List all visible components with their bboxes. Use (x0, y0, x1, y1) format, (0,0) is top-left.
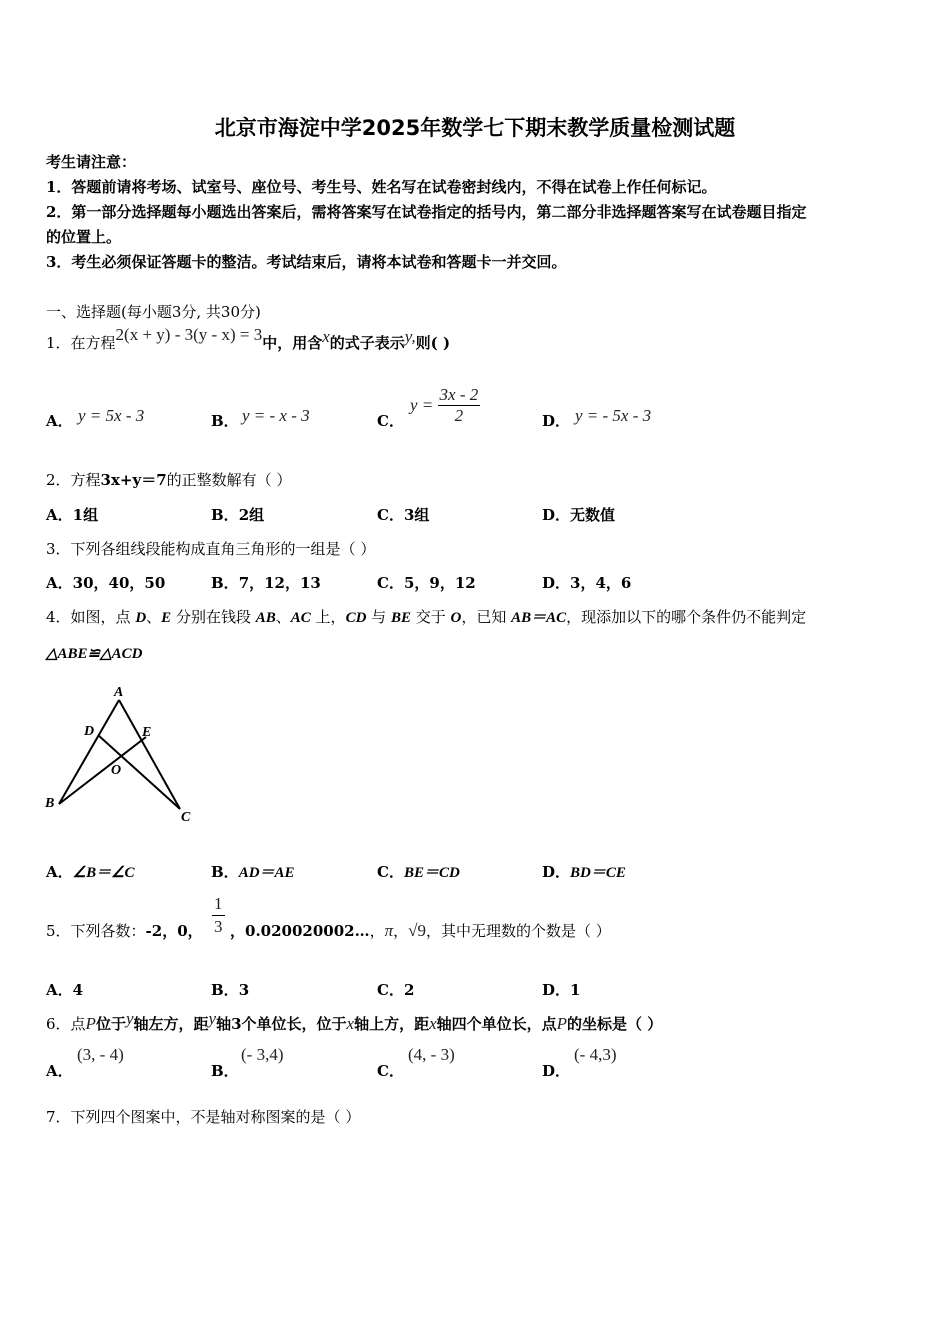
q1-option-b-math: y = - x - 3 (242, 406, 310, 425)
q1-option-c-math: y = $\frac{3x - 2}{2}$ (410, 385, 479, 425)
question-3: 3．下列各组线段能构成直角三角形的一组是（ ） (46, 540, 376, 558)
label-b: B (45, 796, 55, 811)
q5-rest: ，0.020020002…，π，√9，其中无理数的个数是（ ） (230, 921, 611, 940)
segment-ab (59, 700, 122, 804)
label-a: A (114, 685, 124, 700)
question-2: 2．方程3x+y＝7的正整数解有（ ） (46, 471, 292, 489)
q1-mid: 中，用含 (262, 334, 323, 352)
q4-option-c: C．BE＝CD (377, 863, 460, 881)
q6-option-a: A． (46, 1062, 73, 1080)
q6-option-c-math: (4, - 3) (408, 1045, 455, 1064)
q1-option-a-math: y = 5x - 3 (78, 406, 145, 425)
q1-option-a: A． (46, 412, 73, 430)
question-5: 5．下列各数：-2，0， (46, 922, 203, 940)
q2-option-b: B．2组 (211, 506, 265, 524)
label-d: D (84, 724, 95, 739)
q5-fraction: $\frac{1}{3}$ (214, 894, 223, 936)
section-heading: 一、选择题(每小题3分, 共30分) (46, 303, 261, 321)
q3-option-c: C．5，9，12 (377, 574, 476, 592)
q1-option-c: C． (377, 412, 404, 430)
q3-option-a: A．30，40，50 (46, 574, 166, 592)
notice-item: 1．答题前请将考场、试室号、座位号、考生号、姓名写在试卷密封线内，不得在试卷上作任何标记。 (46, 178, 717, 196)
q4-option-d: D．BD＝CE (542, 863, 626, 881)
q1-option-d: D． (542, 412, 571, 430)
question-1 (46, 325, 451, 354)
notice-item: 2．第一部分选择题每小题选出答案后，需将答案写在试卷指定的括号内，第二部分非选择题答案写在试卷题目指定 (46, 203, 807, 221)
q4-option-a: A．∠B＝∠C (46, 863, 135, 881)
q2-option-a: A．1组 (46, 506, 99, 524)
label-o: O (111, 763, 122, 778)
q4-congruence: △ABE≌△ACD (46, 646, 143, 662)
segment-be (59, 737, 146, 804)
q4-option-b: B．AD＝AE (211, 863, 295, 881)
page-title: 北京市海淀中学2025年数学七下期末教学质量检测试题 (214, 116, 736, 140)
q5-option-c: C．2 (377, 981, 415, 999)
label-c: C (181, 810, 191, 825)
q1-option-b: B． (211, 412, 239, 430)
question-6: 6．点P位于y轴左方，距y轴3个单位长，位于x轴上方，距x轴四个单位长，点P的坐标是（ ） (46, 1009, 663, 1033)
q1-var-y: y, (404, 327, 416, 346)
q6-option-c: C． (377, 1062, 404, 1080)
q1-prefix: 1．在方程 (46, 334, 116, 352)
q1-suffix: 则( ) (415, 334, 451, 352)
q2-option-d: D．无数值 (542, 506, 616, 524)
notice-heading: 考生请注意： (46, 153, 137, 171)
q1-option-d-math: y = - 5x - 3 (575, 406, 652, 425)
q5-option-a: A．4 (46, 981, 84, 999)
notice-item: 3．考生必须保证答题卡的整洁。考试结束后，请将本试卷和答题卡一并交回。 (46, 253, 567, 271)
q5-option-b: B．3 (211, 981, 250, 999)
q5-option-d: D．1 (542, 981, 581, 999)
q6-option-a-math: (3, - 4) (77, 1045, 124, 1064)
segment-ac (119, 700, 180, 809)
q6-option-d-math: (- 4,3) (574, 1045, 617, 1064)
q2-option-c: C．3组 (377, 506, 430, 524)
q1-mid2: 的式子表示 (329, 334, 405, 352)
notice-item: 的位置上。 (46, 228, 122, 246)
q6-option-d: D． (542, 1062, 571, 1080)
triangle-figure (42, 680, 202, 828)
q3-option-b: B．7，12，13 (211, 574, 321, 592)
q3-option-d: D．3，4，6 (542, 574, 632, 592)
q6-option-b: B． (211, 1062, 239, 1080)
label-e: E (142, 725, 152, 740)
question-7: 7．下列四个图案中，不是轴对称图案的是（ ） (46, 1108, 361, 1126)
q6-option-b-math: (- 3,4) (241, 1045, 284, 1064)
q1-equation: 2(x + y) - 3(y - x) = 3 (115, 325, 263, 344)
q1-var-x: x (322, 327, 330, 346)
question-4: 4．如图，点 D、E 分别在钱段 AB、AC 上，CD 与 BE 交于 O，已知 AB＝AC，现添加以下的哪个条件仍不能判定 (46, 608, 807, 626)
